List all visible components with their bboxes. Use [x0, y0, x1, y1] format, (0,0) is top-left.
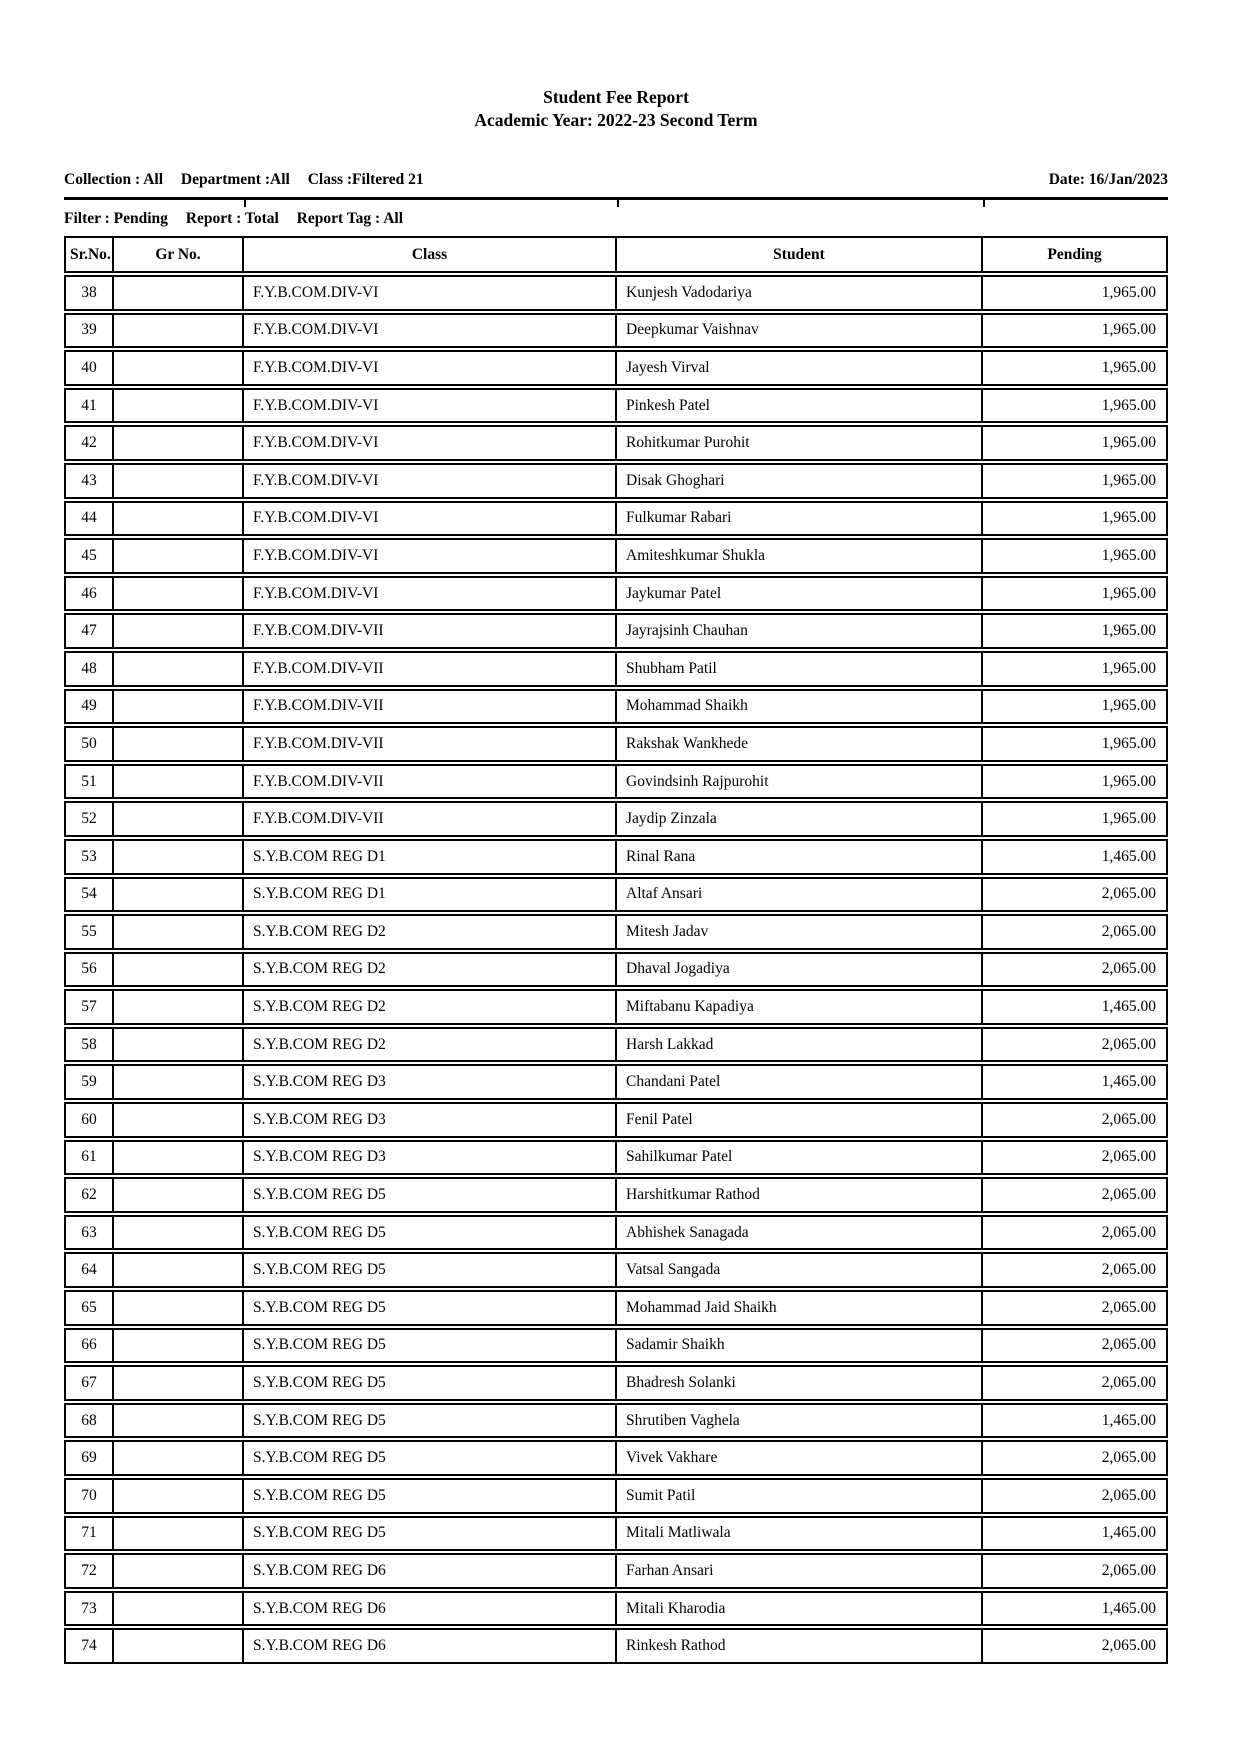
student-cell: Dhaval Jogadiya — [617, 952, 983, 988]
table-row — [64, 689, 1168, 725]
class-cell: F.Y.B.COM.DIV-VI — [244, 275, 617, 311]
table-row — [64, 651, 1168, 687]
gr-no-cell — [114, 576, 244, 612]
gr-no-cell — [114, 1516, 244, 1552]
table-row — [64, 801, 1168, 837]
class-cell: F.Y.B.COM.DIV-VI — [244, 425, 617, 461]
gr-no-cell — [114, 877, 244, 913]
gr-no-cell — [114, 463, 244, 499]
gr-no-cell — [114, 313, 244, 349]
sr-no-cell: 72 — [64, 1553, 114, 1589]
pending-cell: 2,065.00 — [983, 1027, 1168, 1063]
sr-no-cell: 74 — [64, 1628, 114, 1664]
gr-no-cell — [114, 1252, 244, 1288]
class-cell: S.Y.B.COM REG D5 — [244, 1328, 617, 1364]
student-cell: Mitesh Jadav — [617, 914, 983, 950]
gr-no-cell — [114, 1027, 244, 1063]
student-cell: Chandani Patel — [617, 1064, 983, 1100]
class-cell: S.Y.B.COM REG D5 — [244, 1177, 617, 1213]
divider-tick — [244, 200, 246, 207]
class-cell: S.Y.B.COM REG D2 — [244, 914, 617, 950]
sr-no-cell: 57 — [64, 989, 114, 1025]
sr-no-cell: 61 — [64, 1140, 114, 1176]
sr-no-cell: 60 — [64, 1102, 114, 1138]
student-cell: Jayrajsinh Chauhan — [617, 613, 983, 649]
sr-no-cell: 49 — [64, 689, 114, 725]
sr-no-cell: 58 — [64, 1027, 114, 1063]
gr-no-cell — [114, 501, 244, 537]
pending-cell: 1,965.00 — [983, 388, 1168, 424]
sr-no-cell: 70 — [64, 1478, 114, 1514]
col-header-gr-no: Gr No. — [114, 236, 244, 273]
pending-cell: 2,065.00 — [983, 877, 1168, 913]
student-cell: Sahilkumar Patel — [617, 1140, 983, 1176]
gr-no-cell — [114, 1215, 244, 1251]
sr-no-cell: 68 — [64, 1403, 114, 1439]
class-cell: F.Y.B.COM.DIV-VII — [244, 689, 617, 725]
table-row — [64, 726, 1168, 762]
table-row — [64, 839, 1168, 875]
sr-no-cell: 71 — [64, 1516, 114, 1552]
class-cell: F.Y.B.COM.DIV-VI — [244, 388, 617, 424]
class-cell: S.Y.B.COM REG D6 — [244, 1628, 617, 1664]
student-cell: Jayesh Virval — [617, 350, 983, 386]
table-row — [64, 877, 1168, 913]
pending-cell: 2,065.00 — [983, 914, 1168, 950]
class-cell: F.Y.B.COM.DIV-VI — [244, 350, 617, 386]
student-cell: Sadamir Shaikh — [617, 1328, 983, 1364]
gr-no-cell — [114, 726, 244, 762]
student-cell: Fulkumar Rabari — [617, 501, 983, 537]
sr-no-cell: 59 — [64, 1064, 114, 1100]
col-header-student: Student — [617, 236, 983, 273]
table-row — [64, 1403, 1168, 1439]
table-row — [64, 952, 1168, 988]
class-cell: S.Y.B.COM REG D6 — [244, 1553, 617, 1589]
class-cell: F.Y.B.COM.DIV-VI — [244, 538, 617, 574]
table-row — [64, 576, 1168, 612]
sr-no-cell: 53 — [64, 839, 114, 875]
pending-cell: 2,065.00 — [983, 1328, 1168, 1364]
gr-no-cell — [114, 1140, 244, 1176]
pending-cell: 1,465.00 — [983, 839, 1168, 875]
pending-cell: 1,465.00 — [983, 1591, 1168, 1627]
class-cell: S.Y.B.COM REG D5 — [244, 1440, 617, 1476]
student-cell: Rohitkumar Purohit — [617, 425, 983, 461]
header-row — [64, 236, 1168, 273]
class-cell: S.Y.B.COM REG D5 — [244, 1403, 617, 1439]
gr-no-cell — [114, 989, 244, 1025]
gr-no-cell — [114, 689, 244, 725]
class-cell: F.Y.B.COM.DIV-VII — [244, 764, 617, 800]
table-row — [64, 1478, 1168, 1514]
pending-cell: 1,965.00 — [983, 501, 1168, 537]
student-cell: Miftabanu Kapadiya — [617, 989, 983, 1025]
table-row — [64, 1177, 1168, 1213]
class-cell: F.Y.B.COM.DIV-VII — [244, 613, 617, 649]
sr-no-cell: 66 — [64, 1328, 114, 1364]
table-row — [64, 425, 1168, 461]
gr-no-cell — [114, 1365, 244, 1401]
table-row — [64, 463, 1168, 499]
sr-no-cell: 54 — [64, 877, 114, 913]
student-cell: Harshitkumar Rathod — [617, 1177, 983, 1213]
table-row — [64, 1252, 1168, 1288]
pending-cell: 2,065.00 — [983, 1215, 1168, 1251]
gr-no-cell — [114, 1628, 244, 1664]
sr-no-cell: 56 — [64, 952, 114, 988]
class-cell: S.Y.B.COM REG D3 — [244, 1064, 617, 1100]
filter-report-tag: Report Tag : All — [296, 210, 404, 227]
student-cell: Jaykumar Patel — [617, 576, 983, 612]
gr-no-cell — [114, 1553, 244, 1589]
student-cell: Disak Ghoghari — [617, 463, 983, 499]
gr-no-cell — [114, 764, 244, 800]
pending-cell: 2,065.00 — [983, 1365, 1168, 1401]
sr-no-cell: 51 — [64, 764, 114, 800]
student-cell: Mitali Matliwala — [617, 1516, 983, 1552]
divider-tick — [983, 200, 985, 207]
sr-no-cell: 69 — [64, 1440, 114, 1476]
class-cell: S.Y.B.COM REG D3 — [244, 1102, 617, 1138]
table-row — [64, 914, 1168, 950]
pending-cell: 2,065.00 — [983, 1252, 1168, 1288]
class-cell: F.Y.B.COM.DIV-VI — [244, 313, 617, 349]
pending-cell: 1,965.00 — [983, 613, 1168, 649]
pending-cell: 1,465.00 — [983, 1064, 1168, 1100]
table-row — [64, 350, 1168, 386]
report-filter-row — [64, 209, 1168, 229]
class-cell: S.Y.B.COM REG D1 — [244, 839, 617, 875]
table-row — [64, 275, 1168, 311]
gr-no-cell — [114, 275, 244, 311]
student-cell: Deepkumar Vaishnav — [617, 313, 983, 349]
pending-cell: 1,965.00 — [983, 313, 1168, 349]
sr-no-cell: 46 — [64, 576, 114, 612]
student-cell: Harsh Lakkad — [617, 1027, 983, 1063]
class-cell: F.Y.B.COM.DIV-VI — [244, 463, 617, 499]
filter-pending: Filter : Pending — [64, 210, 168, 227]
gr-no-cell — [114, 1403, 244, 1439]
gr-no-cell — [114, 651, 244, 687]
pending-cell: 2,065.00 — [983, 1478, 1168, 1514]
pending-cell: 1,965.00 — [983, 651, 1168, 687]
student-cell: Mitali Kharodia — [617, 1591, 983, 1627]
student-cell: Rinal Rana — [617, 839, 983, 875]
class-cell: F.Y.B.COM.DIV-VI — [244, 576, 617, 612]
class-cell: S.Y.B.COM REG D3 — [244, 1140, 617, 1176]
gr-no-cell — [114, 1328, 244, 1364]
table-row — [64, 313, 1168, 349]
table-row — [64, 538, 1168, 574]
student-cell: Shubham Patil — [617, 651, 983, 687]
class-cell: S.Y.B.COM REG D6 — [244, 1591, 617, 1627]
student-cell: Fenil Patel — [617, 1102, 983, 1138]
table-row — [64, 1553, 1168, 1589]
pending-cell: 1,465.00 — [983, 989, 1168, 1025]
table-row — [64, 1365, 1168, 1401]
table-row — [64, 1628, 1168, 1664]
gr-no-cell — [114, 952, 244, 988]
pending-cell: 1,965.00 — [983, 726, 1168, 762]
pending-cell: 2,065.00 — [983, 1177, 1168, 1213]
pending-cell: 2,065.00 — [983, 1628, 1168, 1664]
sr-no-cell: 64 — [64, 1252, 114, 1288]
table-row — [64, 1516, 1168, 1552]
pending-cell: 1,965.00 — [983, 689, 1168, 725]
gr-no-cell — [114, 1478, 244, 1514]
meta-department: Department :All — [180, 171, 290, 188]
report-meta-row — [64, 170, 1168, 190]
table-row — [64, 1064, 1168, 1100]
gr-no-cell — [114, 538, 244, 574]
class-cell: S.Y.B.COM REG D5 — [244, 1516, 617, 1552]
pending-cell: 1,965.00 — [983, 425, 1168, 461]
class-cell: F.Y.B.COM.DIV-VI — [244, 501, 617, 537]
class-cell: S.Y.B.COM REG D5 — [244, 1365, 617, 1401]
student-cell: Shrutiben Vaghela — [617, 1403, 983, 1439]
class-cell: S.Y.B.COM REG D5 — [244, 1252, 617, 1288]
gr-no-cell — [114, 1102, 244, 1138]
pending-cell: 1,965.00 — [983, 801, 1168, 837]
student-cell: Mohammad Jaid Shaikh — [617, 1290, 983, 1326]
table-row — [64, 764, 1168, 800]
class-cell: S.Y.B.COM REG D2 — [244, 1027, 617, 1063]
sr-no-cell: 73 — [64, 1591, 114, 1627]
sr-no-cell: 40 — [64, 350, 114, 386]
table-row — [64, 1140, 1168, 1176]
class-cell: S.Y.B.COM REG D5 — [244, 1478, 617, 1514]
col-header-pending: Pending — [983, 236, 1168, 273]
table-row — [64, 1591, 1168, 1627]
student-cell: Abhishek Sanagada — [617, 1215, 983, 1251]
col-header-sr-no: Sr.No. — [64, 236, 114, 273]
table-row — [64, 1440, 1168, 1476]
class-cell: S.Y.B.COM REG D1 — [244, 877, 617, 913]
gr-no-cell — [114, 801, 244, 837]
student-cell: Sumit Patil — [617, 1478, 983, 1514]
gr-no-cell — [114, 1591, 244, 1627]
sr-no-cell: 65 — [64, 1290, 114, 1326]
pending-cell: 1,465.00 — [983, 1516, 1168, 1552]
gr-no-cell — [114, 1064, 244, 1100]
sr-no-cell: 63 — [64, 1215, 114, 1251]
report-header — [64, 86, 1168, 132]
student-cell: Bhadresh Solanki — [617, 1365, 983, 1401]
student-cell: Vatsal Sangada — [617, 1252, 983, 1288]
pending-cell: 1,965.00 — [983, 764, 1168, 800]
sr-no-cell: 43 — [64, 463, 114, 499]
sr-no-cell: 45 — [64, 538, 114, 574]
table-row — [64, 989, 1168, 1025]
page-title: Student Fee Report — [543, 87, 689, 107]
sr-no-cell: 48 — [64, 651, 114, 687]
gr-no-cell — [114, 1440, 244, 1476]
pending-cell: 1,965.00 — [983, 463, 1168, 499]
sr-no-cell: 55 — [64, 914, 114, 950]
sr-no-cell: 47 — [64, 613, 114, 649]
gr-no-cell — [114, 1177, 244, 1213]
class-cell: S.Y.B.COM REG D2 — [244, 952, 617, 988]
class-cell: F.Y.B.COM.DIV-VII — [244, 726, 617, 762]
sr-no-cell: 38 — [64, 275, 114, 311]
table-row — [64, 388, 1168, 424]
fee-table-body — [64, 275, 1168, 1664]
student-cell: Pinkesh Patel — [617, 388, 983, 424]
divider-tick — [617, 200, 619, 207]
student-cell: Amiteshkumar Shukla — [617, 538, 983, 574]
gr-no-cell — [114, 388, 244, 424]
pending-cell: 1,465.00 — [983, 1403, 1168, 1439]
filter-report: Report : Total — [185, 210, 279, 227]
class-cell: F.Y.B.COM.DIV-VII — [244, 651, 617, 687]
student-cell: Govindsinh Rajpurohit — [617, 764, 983, 800]
student-cell: Farhan Ansari — [617, 1553, 983, 1589]
pending-cell: 2,065.00 — [983, 1290, 1168, 1326]
col-header-class: Class — [244, 236, 617, 273]
class-cell: S.Y.B.COM REG D5 — [244, 1215, 617, 1251]
table-row — [64, 1328, 1168, 1364]
pending-cell: 1,965.00 — [983, 275, 1168, 311]
sr-no-cell: 39 — [64, 313, 114, 349]
fee-table — [64, 234, 1168, 1666]
gr-no-cell — [114, 350, 244, 386]
report-date: Date: 16/Jan/2023 — [1048, 171, 1168, 188]
sr-no-cell: 50 — [64, 726, 114, 762]
report-meta-filters — [64, 170, 424, 190]
table-row — [64, 1215, 1168, 1251]
sr-no-cell: 62 — [64, 1177, 114, 1213]
pending-cell: 1,965.00 — [983, 576, 1168, 612]
gr-no-cell — [114, 425, 244, 461]
page-subtitle: Academic Year: 2022-23 Second Term — [474, 110, 758, 130]
student-cell: Rakshak Wankhede — [617, 726, 983, 762]
student-cell: Jaydip Zinzala — [617, 801, 983, 837]
meta-class: Class :Filtered 21 — [307, 171, 424, 188]
gr-no-cell — [114, 839, 244, 875]
meta-collection: Collection : All — [64, 171, 164, 188]
sr-no-cell: 44 — [64, 501, 114, 537]
student-cell: Vivek Vakhare — [617, 1440, 983, 1476]
gr-no-cell — [114, 914, 244, 950]
student-cell: Kunjesh Vadodariya — [617, 275, 983, 311]
pending-cell: 2,065.00 — [983, 952, 1168, 988]
sr-no-cell: 52 — [64, 801, 114, 837]
fee-table-header — [64, 236, 1168, 273]
pending-cell: 2,065.00 — [983, 1553, 1168, 1589]
class-cell: S.Y.B.COM REG D5 — [244, 1290, 617, 1326]
student-cell: Altaf Ansari — [617, 877, 983, 913]
sr-no-cell: 41 — [64, 388, 114, 424]
header-divider-rule — [64, 197, 1168, 200]
pending-cell: 2,065.00 — [983, 1140, 1168, 1176]
student-cell: Mohammad Shaikh — [617, 689, 983, 725]
class-cell: S.Y.B.COM REG D2 — [244, 989, 617, 1025]
table-row — [64, 1290, 1168, 1326]
gr-no-cell — [114, 613, 244, 649]
class-cell: F.Y.B.COM.DIV-VII — [244, 801, 617, 837]
table-row — [64, 1102, 1168, 1138]
sr-no-cell: 42 — [64, 425, 114, 461]
student-cell: Rinkesh Rathod — [617, 1628, 983, 1664]
pending-cell: 2,065.00 — [983, 1440, 1168, 1476]
table-row — [64, 1027, 1168, 1063]
table-row — [64, 501, 1168, 537]
pending-cell: 1,965.00 — [983, 538, 1168, 574]
table-row — [64, 613, 1168, 649]
gr-no-cell — [114, 1290, 244, 1326]
pending-cell: 1,965.00 — [983, 350, 1168, 386]
sr-no-cell: 67 — [64, 1365, 114, 1401]
pending-cell: 2,065.00 — [983, 1102, 1168, 1138]
